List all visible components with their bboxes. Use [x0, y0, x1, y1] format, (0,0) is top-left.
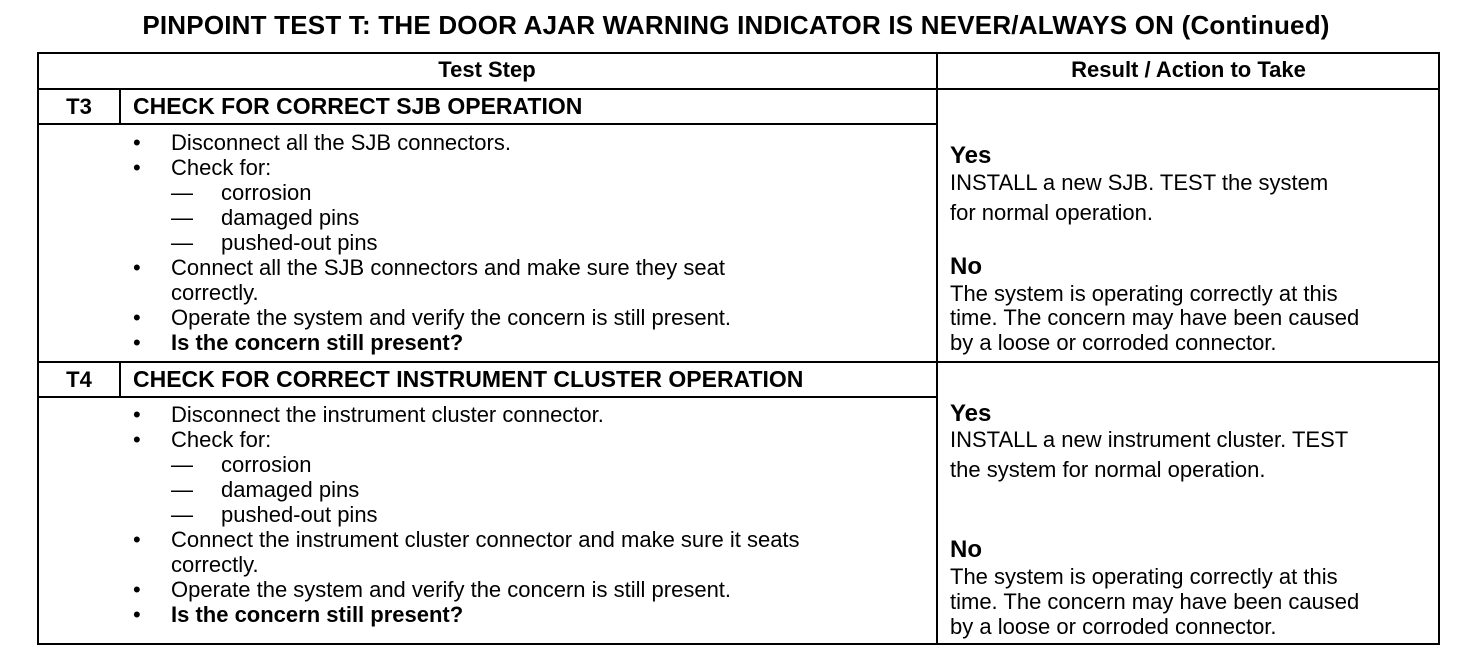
dash-marker: — — [171, 180, 193, 205]
step-instruction: Check for: — [171, 155, 272, 180]
yes-action: INSTALL a new instrument cluster. TEST — [950, 427, 1349, 452]
bullet-marker: • — [133, 602, 141, 627]
header-rule — [37, 88, 1440, 90]
step-separator-rule — [37, 361, 1440, 363]
check-item: damaged pins — [221, 205, 360, 230]
check-item: corrosion — [221, 452, 312, 477]
page-title: PINPOINT TEST T: THE DOOR AJAR WARNING INDICATOR IS NEVER/ALWAYS ON (Continued) — [142, 10, 1330, 40]
no-action: time. The concern may have been caused — [950, 305, 1360, 330]
bullet-marker: • — [133, 330, 141, 355]
no-action: by a loose or corroded connector. — [950, 614, 1277, 639]
step-question: Is the concern still present? — [171, 330, 464, 355]
dash-marker: — — [171, 477, 193, 502]
yes-label: Yes — [950, 142, 992, 169]
step-id: T3 — [66, 94, 92, 119]
yes-action: the system for normal operation. — [950, 457, 1266, 482]
check-item: damaged pins — [221, 477, 360, 502]
step-instruction-continued: correctly. — [171, 280, 259, 305]
step-instruction: Connect the instrument cluster connector and make sure it seats — [171, 527, 800, 552]
step-title-rule-t4 — [37, 396, 937, 398]
step-instruction: Disconnect the instrument cluster connector. — [171, 402, 604, 427]
step-id: T4 — [66, 367, 92, 392]
check-item: pushed-out pins — [221, 230, 378, 255]
dash-marker: — — [171, 205, 193, 230]
yes-action: INSTALL a new SJB. TEST the system — [950, 170, 1329, 195]
no-action: The system is operating correctly at this — [950, 281, 1338, 306]
step-instruction: Connect all the SJB connectors and make sure they seat — [171, 255, 725, 280]
bullet-marker: • — [133, 305, 141, 330]
bullet-marker: • — [133, 527, 141, 552]
check-item: corrosion — [221, 180, 312, 205]
header-test-step: Test Step — [438, 57, 536, 82]
no-label: No — [950, 536, 982, 563]
no-action: by a loose or corroded connector. — [950, 330, 1277, 355]
dash-marker: — — [171, 452, 193, 477]
no-action: The system is operating correctly at this — [950, 564, 1338, 589]
step-question: Is the concern still present? — [171, 602, 464, 627]
column-divider — [936, 52, 938, 645]
step-title: CHECK FOR CORRECT SJB OPERATION — [133, 93, 583, 119]
no-label: No — [950, 253, 982, 280]
check-item: pushed-out pins — [221, 502, 378, 527]
bullet-marker: • — [133, 130, 141, 155]
dash-marker: — — [171, 230, 193, 255]
bullet-marker: • — [133, 155, 141, 180]
step-instruction: Operate the system and verify the concern is still present. — [171, 577, 732, 602]
step-instruction: Operate the system and verify the concern is still present. — [171, 305, 732, 330]
header-result-action: Result / Action to Take — [1071, 57, 1306, 82]
dash-marker: — — [171, 502, 193, 527]
bullet-marker: • — [133, 255, 141, 280]
yes-label: Yes — [950, 400, 992, 427]
yes-action: for normal operation. — [950, 200, 1153, 225]
step-instruction: Check for: — [171, 427, 272, 452]
no-action: time. The concern may have been caused — [950, 589, 1360, 614]
bullet-marker: • — [133, 577, 141, 602]
bullet-marker: • — [133, 427, 141, 452]
step-title: CHECK FOR CORRECT INSTRUMENT CLUSTER OPERATION — [133, 366, 804, 392]
step-instruction-continued: correctly. — [171, 552, 259, 577]
step-instruction: Disconnect all the SJB connectors. — [171, 130, 511, 155]
step-title-rule-t3 — [37, 123, 937, 125]
bullet-marker: • — [133, 402, 141, 427]
